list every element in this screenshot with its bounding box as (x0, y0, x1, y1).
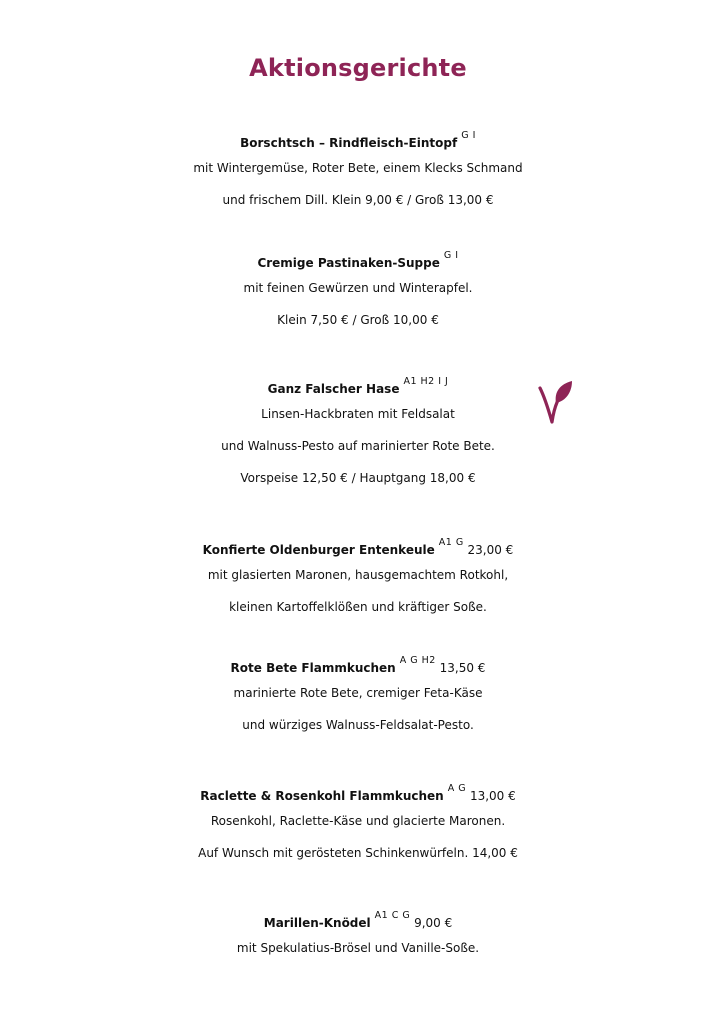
dish-description: Linsen-Hackbraten mit Feldsalat (261, 407, 455, 421)
dish-description: marinierte Rote Bete, cremiger Feta-Käse (233, 686, 483, 700)
dish-entenkeule (0, 527, 716, 623)
dish-description: mit glasierten Maronen, hausgemachtem Rotkohl, (207, 568, 509, 582)
dish-name: Cremige Pastinaken-Suppe (257, 256, 440, 270)
dish-name: Rote Bete Flammkuchen (230, 661, 396, 675)
allergen-tags: A G H2 (399, 655, 436, 666)
dish-price: 23,00 € (467, 543, 514, 557)
dish-rote-bete-flammkuchen (0, 645, 716, 741)
page-title: Aktionsgerichte (249, 54, 467, 82)
dish-heading (0, 120, 716, 152)
dish-marillen-knoedel (0, 900, 716, 964)
dish-description: Rosenkohl, Raclette-Käse und glacierte Maronen. (210, 814, 506, 828)
dish-heading (0, 900, 716, 932)
dish-price: 13,00 € (469, 789, 516, 803)
dish-heading (0, 240, 716, 272)
dish-name: Marillen-Knödel (263, 916, 371, 930)
dish-heading (0, 645, 716, 677)
dish-description: Vorspeise 12,50 € / Hauptgang 18,00 € (240, 471, 476, 485)
dish-price: 9,00 € (414, 916, 453, 930)
allergen-tags: G I (443, 250, 459, 261)
dish-raclette-flammkuchen (0, 773, 716, 869)
dish-description: und Walnuss-Pesto auf marinierter Rote Bete. (221, 439, 495, 453)
dish-description: Auf Wunsch mit gerösteten Schinkenwürfeln. 14,00 € (198, 846, 518, 860)
dish-description: kleinen Kartoffelklößen und kräftiger Soße. (229, 600, 487, 614)
vegan-leaf-icon (537, 378, 575, 426)
dish-description: und würziges Walnuss-Feldsalat-Pesto. (242, 718, 474, 732)
dish-heading (0, 527, 716, 559)
dish-heading (0, 773, 716, 805)
dish-falscher-hase (0, 366, 716, 494)
dish-price: 13,50 € (439, 661, 486, 675)
dish-description: und frischem Dill. Klein 9,00 € / Groß 13,00 € (222, 193, 494, 207)
dish-description: Klein 7,50 € / Groß 10,00 € (277, 313, 439, 327)
dish-heading (0, 366, 716, 398)
dish-name: Raclette & Rosenkohl Flammkuchen (200, 789, 444, 803)
dish-pastinaken-suppe (0, 240, 716, 336)
dish-description: mit feinen Gewürzen und Winterapfel. (243, 281, 473, 295)
dish-name: Ganz Falscher Hase (267, 382, 400, 396)
allergen-tags: A1 H2 I J (403, 376, 449, 387)
allergen-tags: A1 G (438, 537, 464, 548)
dish-borschtsch (0, 120, 716, 216)
allergen-tags: G I (461, 130, 476, 141)
allergen-tags: A G (447, 783, 467, 794)
dish-description: mit Spekulatius-Brösel und Vanille-Soße. (236, 941, 480, 955)
dish-description: mit Wintergemüse, Roter Bete, einem Klecks Schmand (193, 161, 523, 175)
dish-name: Borschtsch – Rindfleisch-Eintopf (240, 136, 458, 150)
dish-name: Konfierte Oldenburger Entenkeule (202, 543, 435, 557)
allergen-tags: A1 C G (374, 910, 411, 921)
